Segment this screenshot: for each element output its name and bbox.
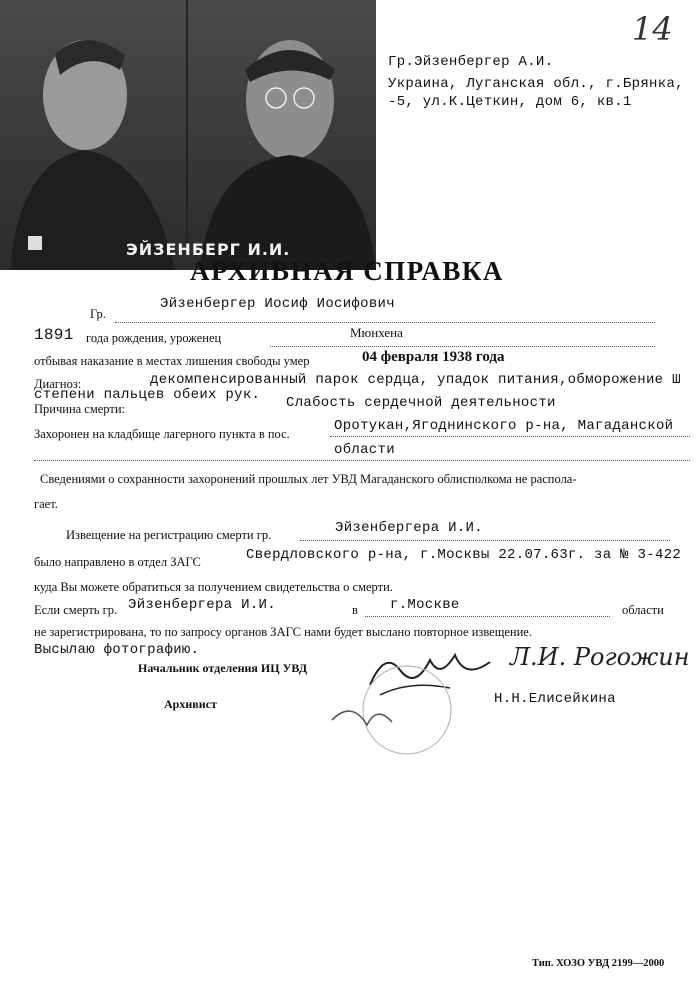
death-label: отбывая наказание в местах лишения свободы умер — [34, 354, 310, 368]
birthplace: Мюнхена — [350, 325, 403, 340]
photo-caption: ЭЙЗЕНБЕРГ И.И. — [126, 240, 291, 259]
birth-year: 1891 — [34, 326, 74, 344]
notice-name: Эйзенбергера И.И. — [335, 520, 483, 536]
address-name: Гр.Эйзенбергер А.И. — [388, 54, 554, 70]
archivist-name: Н.Н.Елисейкина — [494, 691, 616, 707]
address-line-1: Украина, Луганская обл., г.Брянка, — [388, 76, 684, 92]
cause-of-death: Слабость сердечной деятельности — [286, 395, 556, 411]
address-line-2: -5, ул.К.Цеткин, дом 6, кв.1 — [388, 94, 632, 110]
note-line-2: гает. — [34, 497, 58, 511]
page-number: 14 — [632, 10, 673, 48]
name-underline — [115, 322, 655, 323]
diagnosis-line-2: степени пальцев обеих рук. — [34, 387, 261, 403]
city-underline — [365, 616, 610, 617]
in-label: в — [352, 603, 358, 617]
gr-label: Гр. — [90, 307, 106, 321]
not-registered: не зарегистрирована, то по запросу органов ЗАГС нами будет выслано повторное извещение. — [34, 625, 532, 639]
prisoner-photo — [0, 0, 376, 270]
burial-underline-2 — [34, 460, 690, 461]
photo-note: Высылаю фотографию. — [34, 642, 200, 658]
burial-underline-1 — [330, 436, 690, 437]
burial-line-1: Оротукан,Ягоднинского р-на, Магаданской — [334, 418, 674, 434]
full-name: Эйзенбергер Иосиф Иосифович — [160, 296, 395, 312]
city: г.Москве — [390, 597, 460, 613]
if-label: Если смерть гр. — [34, 603, 118, 617]
footer-print-info: Тип. ХОЗО УВД 2199—2000 — [532, 958, 665, 969]
burial-line-2: области — [334, 442, 395, 458]
birth-label: года рождения, уроженец — [86, 331, 222, 345]
if-name: Эйзенбергера И.И. — [128, 597, 276, 613]
document-title: АРХИВНАЯ СПРАВКА — [190, 256, 504, 286]
stamp-mark — [312, 660, 492, 760]
cause-label: Причина смерти: — [34, 402, 126, 416]
diagnosis-label: Диагноз: — [34, 377, 82, 391]
head-label: Начальник отделения ИЦ УВД — [138, 661, 308, 675]
birthplace-underline — [270, 346, 655, 347]
notice-underline — [300, 540, 670, 541]
archivist-label: Архивист — [164, 697, 217, 711]
head-name-handwritten: Л.И. Рогожин — [510, 643, 690, 671]
zags-office: Свердловского р-на, г.Москвы 22.07.63г. за № 3-422 — [246, 547, 682, 563]
note-line-1: Сведениями о сохранности захоронений прошлых лет УВД Магаданского облисполкома не распола- — [40, 472, 577, 486]
diagnosis-line-1: декомпенсированный парок сердца, упадок питания,обморожение Ш — [150, 372, 681, 388]
sent-label: было направлено в отдел ЗАГС — [34, 555, 201, 569]
mugshot-image — [0, 0, 376, 270]
region-label: области — [622, 603, 664, 617]
notice-label: Извещение на регистрацию смерти гр. — [66, 528, 272, 542]
where-text: куда Вы можете обратиться за получением свидетельства о смерти. — [34, 580, 393, 594]
death-date: 04 февраля 1938 года — [362, 349, 505, 365]
burial-label: Захоронен на кладбище лагерного пункта в пос. — [34, 427, 290, 441]
